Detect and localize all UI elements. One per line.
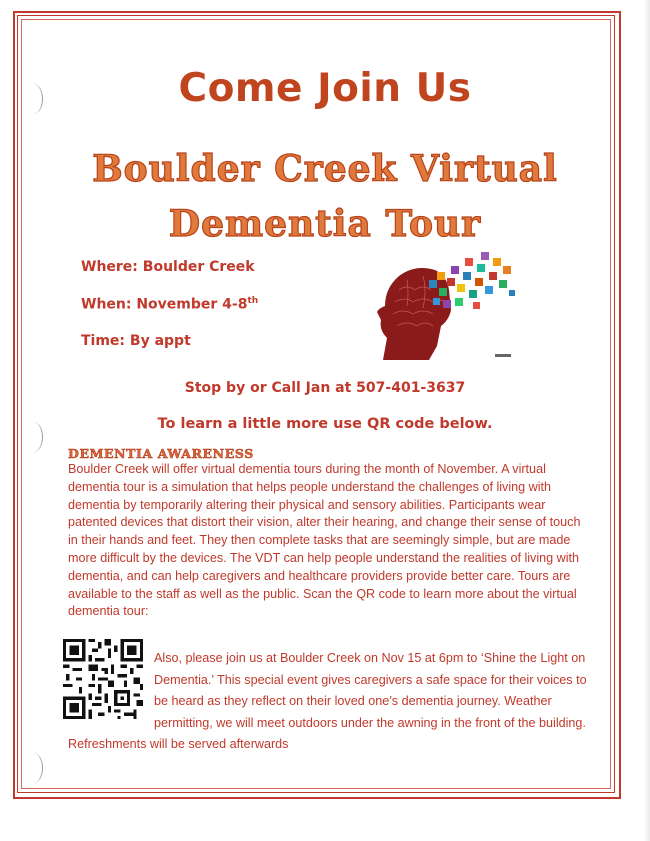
event-text: Also, please join us at Boulder Creek on Nov 15 at 6pm to ‘Shine the Light on Dementia.’ This special event gives caregivers a safe space for their voices to be heard as they reflect on their loved one’s dementia journey. Weather permitting, we will meet outdoors under the awning in the front of the building. Refreshments will be served afterwards (68, 651, 587, 751)
when-suffix: th (247, 296, 259, 306)
section-body: Boulder Creek will offer virtual dementia tours during the month of November. A virtual dementia tour is a simulation that helps people understand the challenges of living with dementia by temporarily altering their physical and sensory abilities. Participants wear patented devices that distort their vision, alter their hearing, and change their sense of touch in their hands and feet. They then complete tasks that are seemingly simple, but are made more difficult by the devices. The VDT can help people understand the realities of living with dementia, and can help caregivers and healthcare providers provide better care. Tours are available to the staff as well as the public. Scan the QR code to learn more about the virtual dementia tour: (68, 462, 581, 619)
section-heading: DEMENTIA AWARENESS (68, 446, 254, 461)
headline: Come Join Us (178, 66, 472, 111)
qr-spacer (68, 648, 154, 732)
when-line (81, 296, 361, 333)
tour-title-line-2: Dementia Tour (168, 203, 482, 245)
tour-title (0, 142, 650, 252)
qr-prompt: To learn a little more use QR code below. (157, 416, 493, 432)
where-line: Where: Boulder Creek (81, 259, 255, 275)
event-paragraph (68, 648, 588, 756)
tour-title-line-1: Boulder Creek Virtual (92, 148, 558, 190)
head-puzzle-brain-icon (373, 250, 523, 370)
time-line: Time: By appt (81, 333, 191, 349)
event-details (81, 259, 361, 370)
call-line: Stop by or Call Jan at 507-401-3637 (184, 380, 466, 396)
when-text: When: November 4-8 (81, 296, 248, 313)
